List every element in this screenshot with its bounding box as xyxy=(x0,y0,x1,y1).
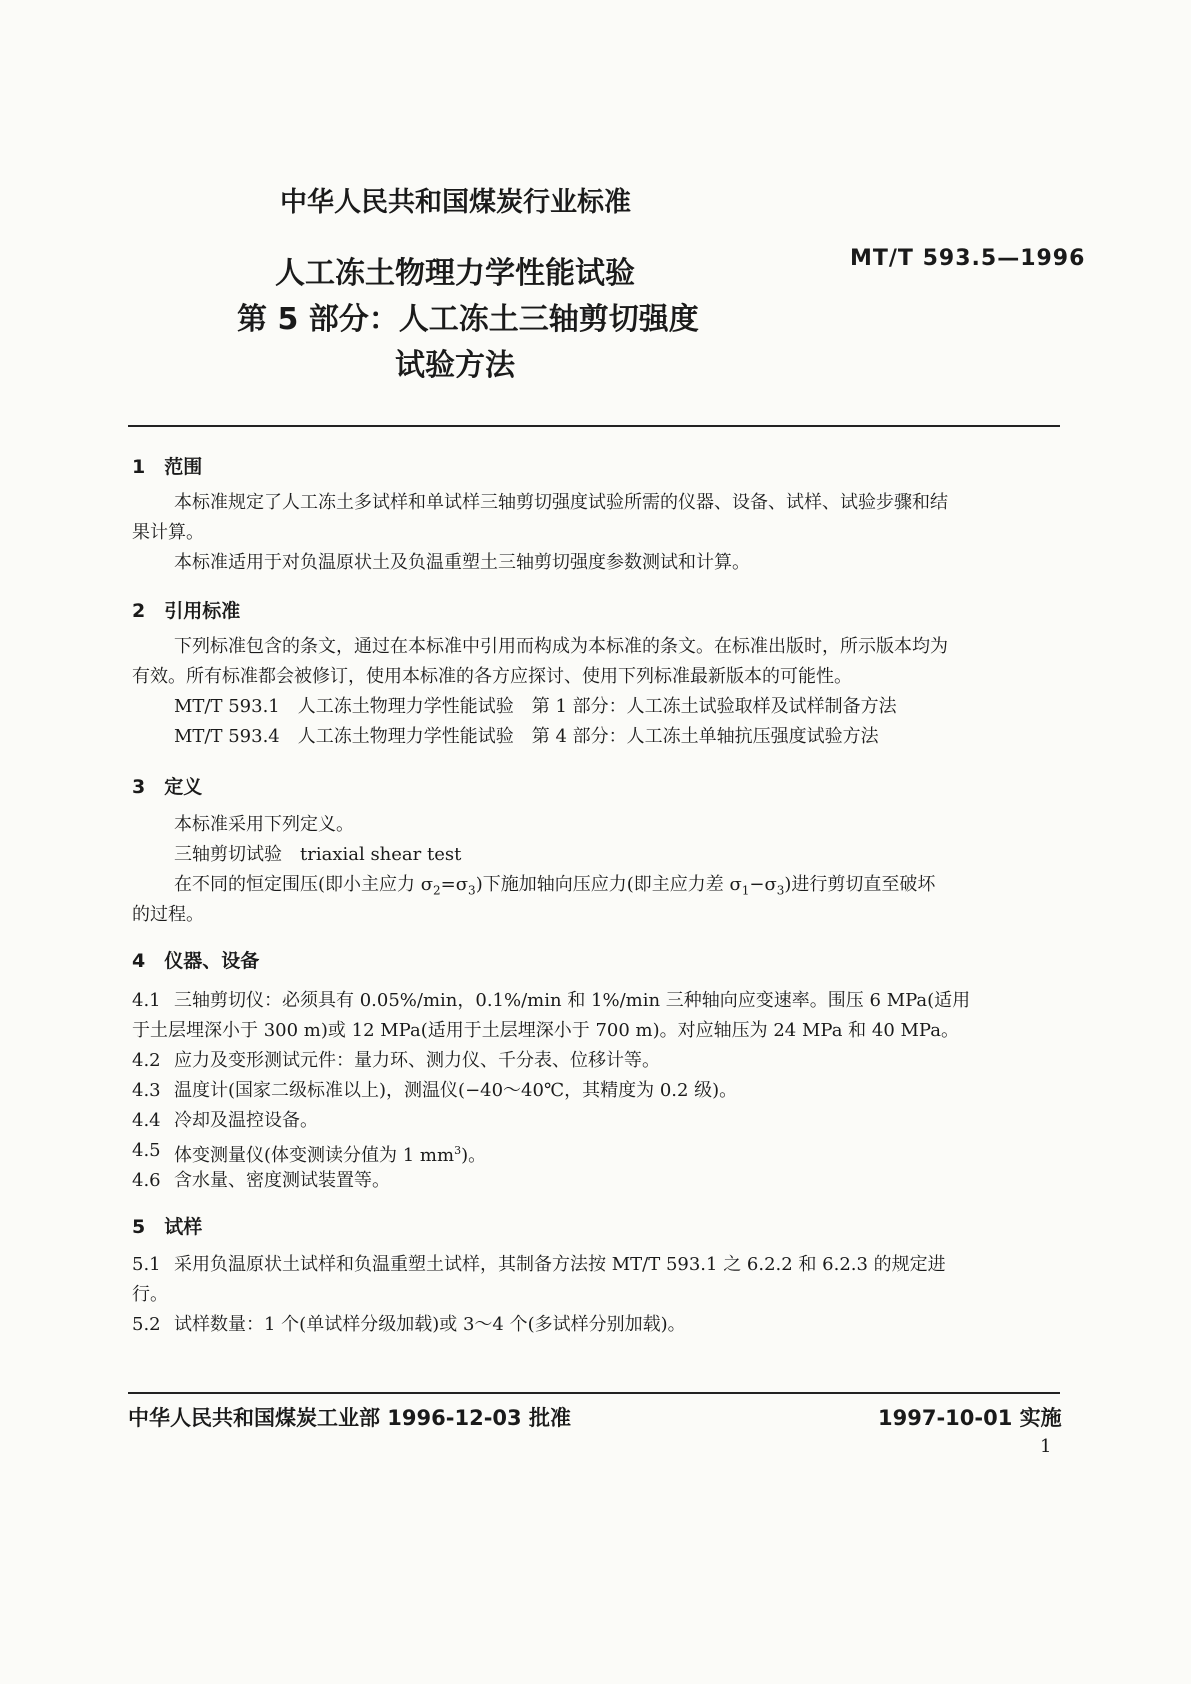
section-2-para-1a: 下列标准包含的条文，通过在本标准中引用而构成为本标准的条文。在标准出版时，所示版本均为 xyxy=(174,636,948,657)
section-3-heading: 3 定义 xyxy=(132,776,203,798)
def-text-1: 在不同的恒定围压(即小主应力 σ xyxy=(174,874,434,895)
standard-number: MT/T 593.5—1996 xyxy=(850,246,1086,271)
reference-1: MT/T 593.1 人工冻土物理力学性能试验 第 1 部分：人工冻土试验取样及试样制备方法 xyxy=(174,696,897,717)
section-1-para-1b: 果计算。 xyxy=(132,522,204,543)
clause-4-6-number: 4.6 xyxy=(132,1170,161,1191)
clause-4-2-number: 4.2 xyxy=(132,1050,161,1071)
def-sub-3b: 3 xyxy=(776,883,785,898)
approval-line: 中华人民共和国煤炭工业部 1996-12-03 批准 xyxy=(128,1406,571,1430)
clause-4-5-text-a: 体变测量仪(体变测读分值为 1 mm xyxy=(174,1145,455,1166)
section-2-heading: 2 引用标准 xyxy=(132,600,241,622)
page-number: 1 xyxy=(1040,1436,1052,1457)
clause-4-5-text-b: )。 xyxy=(461,1145,487,1166)
section-4-heading: 4 仪器、设备 xyxy=(132,950,260,972)
clause-4-5-sup: 3 xyxy=(454,1144,462,1157)
clause-4-4-number: 4.4 xyxy=(132,1110,161,1131)
title-line-2: 第 5 部分：人工冻土三轴剪切强度 xyxy=(237,302,699,337)
section-3-para-1: 本标准采用下列定义。 xyxy=(174,814,354,835)
title-line-1: 人工冻土物理力学性能试验 xyxy=(275,256,635,291)
section-2-para-1b: 有效。所有标准都会被修订，使用本标准的各方应探讨、使用下列标准最新版本的可能性。 xyxy=(132,666,852,687)
def-text-3: )下施加轴向压应力(即主应力差 σ xyxy=(475,874,742,895)
clause-4-1-text-a: 三轴剪切仪：必须具有 0.05%/min，0.1%/min 和 1%/min 三种轴向应变速率。围压 6 MPa(适用 xyxy=(174,990,971,1011)
footer-rule xyxy=(128,1392,1060,1394)
section-1-heading: 1 范围 xyxy=(132,456,203,478)
def-text-2: =σ xyxy=(440,874,469,895)
section-1-para-1a: 本标准规定了人工冻土多试样和单试样三轴剪切强度试验所需的仪器、设备、试样、试验步骤和结 xyxy=(174,492,948,513)
reference-2: MT/T 593.4 人工冻土物理力学性能试验 第 4 部分：人工冻土单轴抗压强度试验方法 xyxy=(174,726,879,747)
clause-4-3-number: 4.3 xyxy=(132,1080,161,1101)
def-text-5: )进行剪切直至破坏 xyxy=(784,874,936,895)
def-text-4: −σ xyxy=(749,874,777,895)
clause-4-1-text-b: 于土层埋深小于 300 m)或 12 MPa(适用于土层埋深小于 700 m)。对应轴压为 24 MPa 和 40 MPa。 xyxy=(132,1020,959,1041)
term-entry: 三轴剪切试验 triaxial shear test xyxy=(174,844,462,865)
clause-4-2-text: 应力及变形测试元件：量力环、测力仪、千分表、位移计等。 xyxy=(174,1050,660,1071)
clause-5-2-text: 试样数量：1 个(单试样分级加载)或 3～4 个(多试样分别加载)。 xyxy=(174,1314,686,1335)
clause-4-4-text: 冷却及温控设备。 xyxy=(174,1110,318,1131)
section-1-para-2: 本标准适用于对负温原状土及负温重塑土三轴剪切强度参数测试和计算。 xyxy=(174,552,750,573)
top-rule xyxy=(128,425,1060,427)
def-sub-2: 2 xyxy=(433,883,441,898)
clause-5-1-text-b: 行。 xyxy=(132,1284,168,1305)
def-sub-3: 3 xyxy=(468,883,476,898)
issuer-line: 中华人民共和国煤炭行业标准 xyxy=(280,187,631,218)
effective-date: 1997-10-01 实施 xyxy=(878,1406,1062,1430)
clause-5-1-number: 5.1 xyxy=(132,1254,161,1275)
def-sub-1: 1 xyxy=(741,883,750,898)
clause-5-1-text-a: 采用负温原状土试样和负温重塑土试样，其制备方法按 MT/T 593.1 之 6.2.2 和 6.2.3 的规定进 xyxy=(174,1254,946,1275)
clause-4-3-text: 温度计(国家二级标准以上)，测温仪(−40～40℃，其精度为 0.2 级)。 xyxy=(174,1080,738,1101)
section-5-heading: 5 试样 xyxy=(132,1216,203,1238)
term-definition-b: 的过程。 xyxy=(132,904,204,925)
clause-4-1-number: 4.1 xyxy=(132,990,161,1011)
title-line-3: 试验方法 xyxy=(395,348,515,383)
clause-5-2-number: 5.2 xyxy=(132,1314,161,1335)
clause-4-5-number: 4.5 xyxy=(132,1140,161,1161)
clause-4-6-text: 含水量、密度测试装置等。 xyxy=(174,1170,390,1191)
